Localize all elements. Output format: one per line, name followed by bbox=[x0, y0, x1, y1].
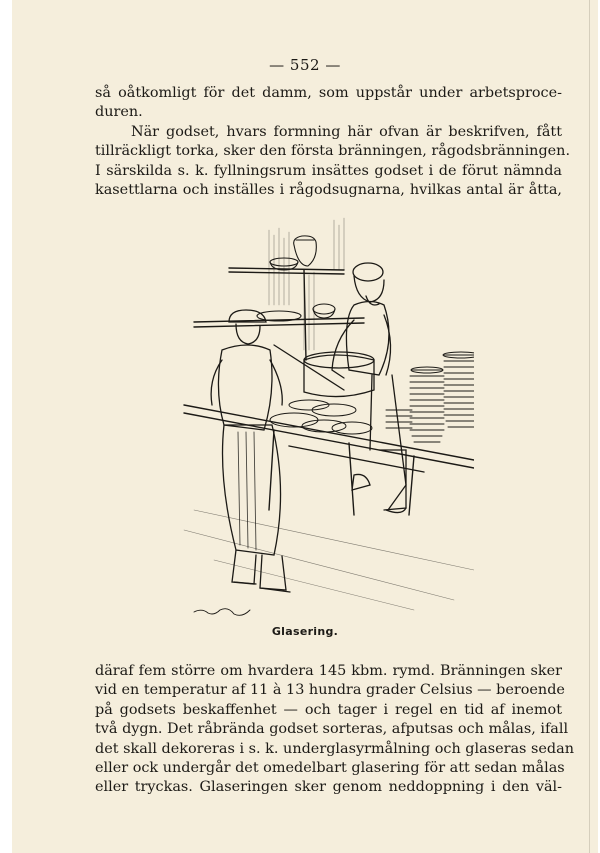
paragraph-1 bbox=[95, 84, 562, 123]
work-table bbox=[184, 405, 474, 515]
text-line: däraf fem större om hvardera 145 kbm. rymd. Bränningen sker bbox=[95, 663, 562, 679]
text-line: I särskilda s. k. fyllningsrum insättes godset i de förut nämnda bbox=[95, 162, 562, 179]
text-line: duren. bbox=[95, 104, 143, 121]
text-line: vid en temperatur af 11 à 13 hundra grader Celsius — beroende bbox=[95, 682, 565, 699]
text-line: det skall dekoreras i s. k. underglasyrmålning och glaseras sedan bbox=[95, 740, 574, 757]
text-line: eller tryckas. Glaseringen sker genom neddoppning i den väl- bbox=[95, 779, 562, 796]
glazing-illustration bbox=[174, 210, 474, 620]
background-hatching bbox=[269, 218, 344, 350]
text-line: kasettlarna och inställes i rågodsugnarna, hvilkas antal är åtta, bbox=[95, 182, 562, 199]
worker-left bbox=[211, 310, 290, 592]
figure-caption: Glasering. bbox=[271, 625, 339, 638]
artist-signature bbox=[194, 609, 250, 616]
text-line: När godset, hvars formning här ofvan är beskrifven, fått bbox=[131, 124, 562, 140]
text-line: eller ock undergår det omedelbart glasering för att sedan målas bbox=[95, 759, 565, 776]
text-line: så oåtkomligt för det damm, som uppstår under arbetsproce- bbox=[95, 85, 562, 101]
text-line: på godsets beskaffenhet — och tager i regel en tid af inemot bbox=[95, 701, 562, 718]
paragraph-3 bbox=[95, 662, 574, 798]
page-number: — 552 — bbox=[269, 56, 341, 74]
text-line: två dygn. Det råbrända godset sorteras, afputsas och målas, ifall bbox=[95, 721, 569, 738]
worker-right bbox=[332, 263, 406, 513]
paragraph-2 bbox=[95, 123, 571, 201]
plates-on-table bbox=[270, 400, 372, 434]
floor-lines bbox=[184, 510, 474, 610]
glazing-vat bbox=[274, 345, 374, 397]
book-page bbox=[12, 0, 598, 853]
text-line: tillräckligt torka, sker den första bränningen, rågodsbränningen. bbox=[95, 143, 571, 160]
